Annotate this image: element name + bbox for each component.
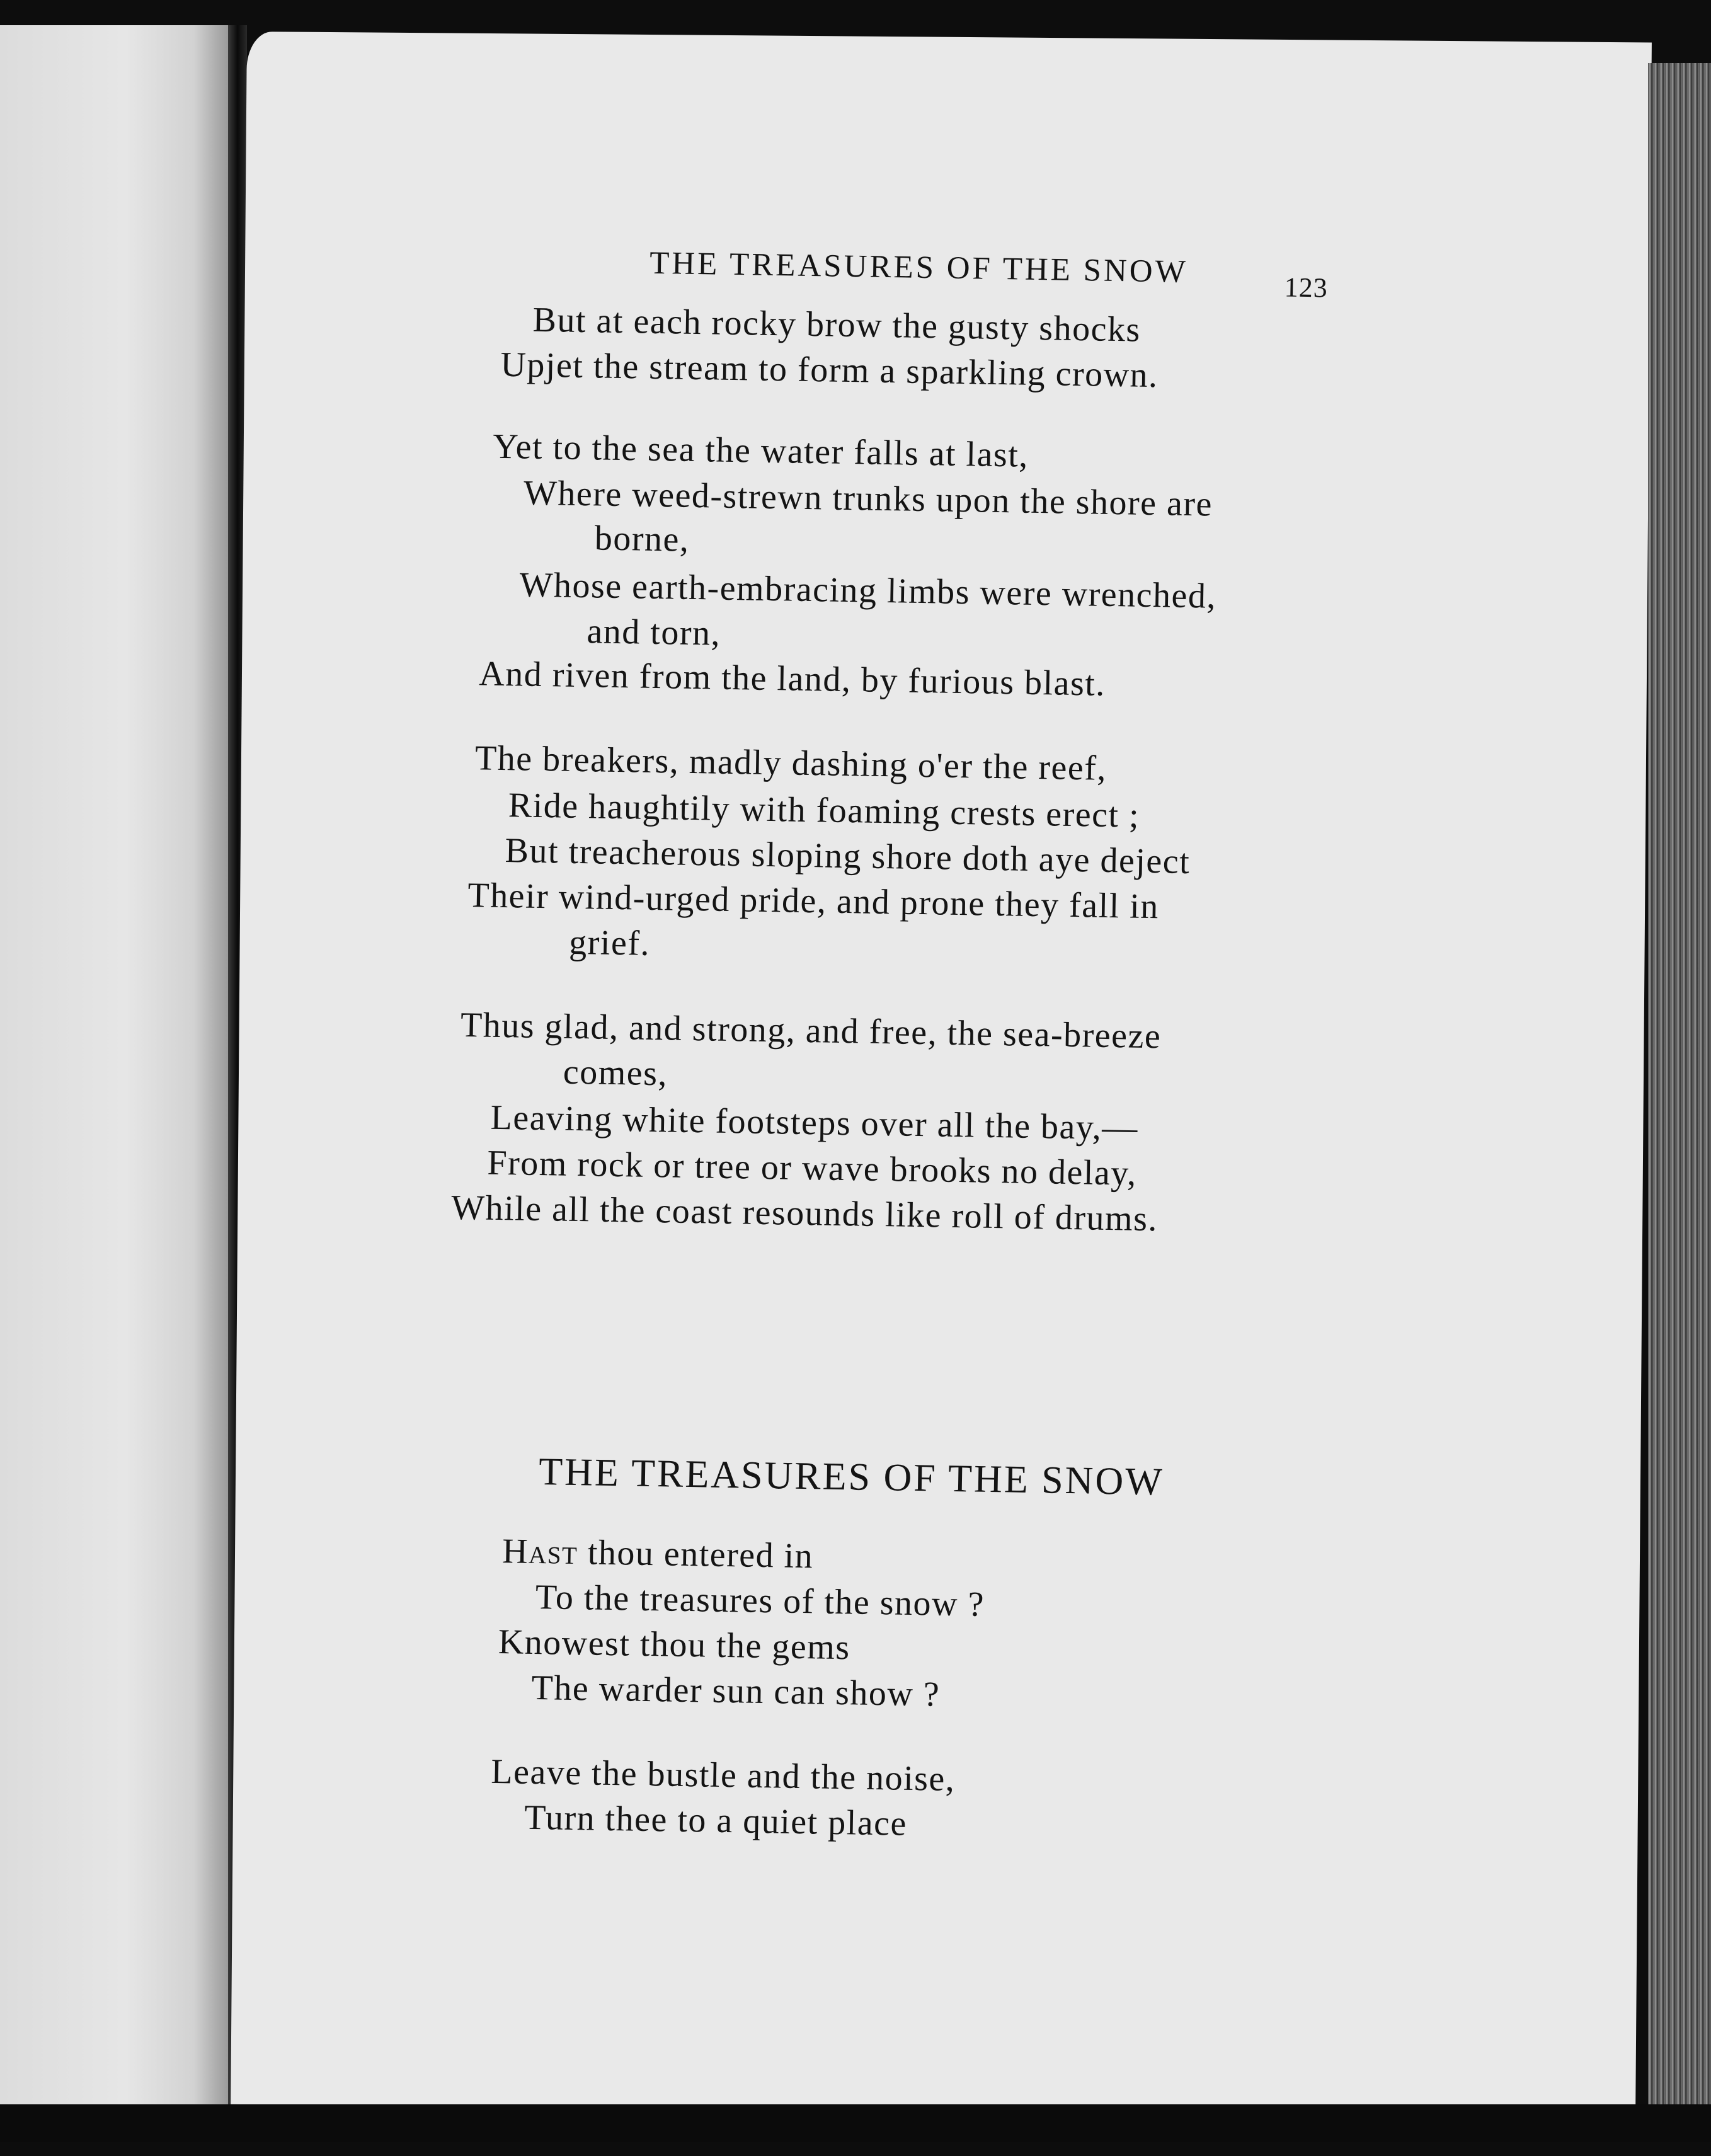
poem-line: To the treasures of the snow ? (535, 1578, 985, 1624)
poem-line: Upjet the stream to form a sparkling crown. (500, 345, 1159, 396)
poem-line: The breakers, madly dashing o'er the reef, (474, 738, 1107, 788)
poem-line: Thus glad, and strong, and free, the sea-breeze (460, 1005, 1162, 1057)
poem-line: borne, (594, 519, 690, 559)
poem-line: The warder sun can show ? (531, 1668, 941, 1714)
poem-line: Turn thee to a quiet place (524, 1798, 908, 1843)
poem-line: Ride haughtily with foaming crests erect ; (508, 786, 1140, 835)
poem-line: From rock or tree or wave brooks no delay, (486, 1143, 1138, 1193)
poem-line: Leave the bustle and the noise, (490, 1752, 956, 1799)
poem-line: Where weed-strewn trunks upon the shore are (523, 473, 1213, 524)
poem-line: But at each rocky brow the gusty shocks (532, 300, 1142, 350)
poem-line: And riven from the land, by furious blast. (478, 654, 1106, 704)
poem-line: grief. (568, 922, 651, 963)
first-line-rest: thou entered in (577, 1533, 814, 1576)
poem-line: Yet to the sea the water falls at last, (492, 427, 1029, 475)
first-word: Hast (501, 1532, 578, 1573)
poem-line: and torn, (586, 612, 721, 653)
page-number: 123 (1284, 272, 1329, 304)
running-head: THE TREASURES OF THE SNOW (649, 245, 1189, 290)
poem-line: But treacherous sloping shore doth aye deject (505, 831, 1191, 882)
poem-line: Their wind-urged pride, and prone they fall in (467, 876, 1160, 927)
poem-line: While all the coast resounds like roll of drums. (450, 1188, 1159, 1239)
poem-title: THE TREASURES OF THE SNOW (538, 1450, 1165, 1504)
poem-first-line (502, 1531, 814, 1576)
poem-line: comes, (563, 1052, 668, 1094)
poem-line: Whose earth-embracing limbs were wrenched, (519, 565, 1217, 616)
poem-line: Knowest thou the gems (498, 1622, 851, 1668)
poem-line: Leaving white footsteps over all the bay,— (490, 1098, 1139, 1148)
